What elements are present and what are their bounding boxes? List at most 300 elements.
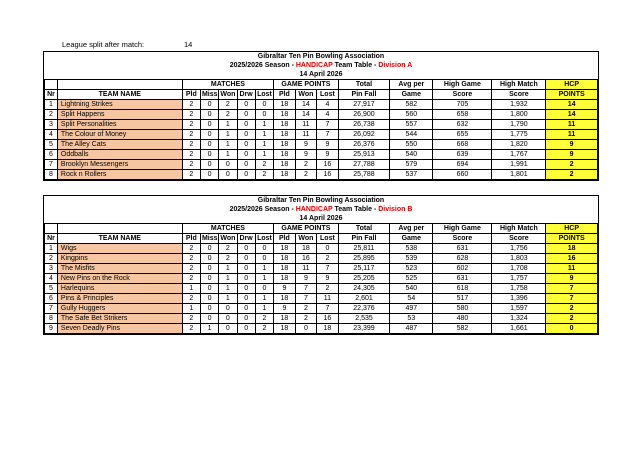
avg-per-game-cell: 544 (390, 130, 433, 140)
matches-lost-cell: 1 (255, 140, 273, 150)
gp-pld-cell: 18 (274, 274, 296, 284)
matches-won-cell: 1 (219, 140, 237, 150)
gp-won-cell: 14 (295, 110, 317, 120)
nr-cell: 5 (45, 284, 58, 294)
table-row (45, 324, 598, 334)
gp-pld-cell: 18 (274, 100, 296, 110)
league-split-value: 14 (184, 40, 193, 49)
total-pin-fall-cell: 26,900 (338, 110, 390, 120)
nr-cell: 1 (45, 100, 58, 110)
matches-pld-cell: 2 (182, 110, 200, 120)
gp-lost-cell: 7 (317, 130, 339, 140)
table-date: 14 April 2026 (299, 71, 343, 78)
team-name-cell: Pins & Principles (57, 294, 182, 304)
high-match-score-cell: 1,803 (492, 254, 546, 264)
matches-drw-cell: 0 (237, 170, 255, 180)
league-split (62, 40, 193, 49)
total-pin-fall-cell: 2,535 (338, 314, 390, 324)
gp-won-cell: 0 (295, 324, 317, 334)
gp-lost-cell: 9 (317, 274, 339, 284)
table-row (45, 314, 598, 324)
gp-lost-cell: 9 (317, 150, 339, 160)
matches-won-cell: 1 (219, 284, 237, 294)
avg-per-game-cell: 537 (390, 170, 433, 180)
matches-miss-cell: 0 (200, 170, 218, 180)
matches-pld-cell: 2 (182, 100, 200, 110)
avg-per-game-cell: 523 (390, 264, 433, 274)
hcp-points-cell: 2 (546, 314, 598, 324)
gp-lost-cell: 4 (317, 110, 339, 120)
hcp-points-cell: 18 (546, 244, 598, 254)
hcp-points-cell: 11 (546, 264, 598, 274)
header-team-name: TEAM NAME (57, 234, 182, 244)
high-game-score-cell: 580 (433, 304, 492, 314)
gp-pld-cell: 18 (274, 324, 296, 334)
gp-lost-cell: 7 (317, 304, 339, 314)
matches-miss-cell: 0 (200, 160, 218, 170)
table-row (45, 294, 598, 304)
matches-won-cell: 1 (219, 120, 237, 130)
division-a-table (43, 51, 599, 181)
hcp-points-cell: 14 (546, 100, 598, 110)
team-name-cell: Seven Deadly Pins (57, 324, 182, 334)
high-match-score-cell: 1,758 (492, 284, 546, 294)
header-nr: Nr (45, 90, 58, 100)
high-game-score-cell: 618 (433, 284, 492, 294)
table-row (45, 160, 598, 170)
gp-pld-cell: 18 (274, 140, 296, 150)
matches-drw-cell: 0 (237, 324, 255, 334)
high-match-score-cell: 1,756 (492, 244, 546, 254)
season-title: 2025/2026 Season - HANDICAP Team Table - Division B (229, 206, 413, 213)
hcp-points-cell: 2 (546, 170, 598, 180)
header-hcp: HCP (546, 80, 598, 90)
matches-pld-cell: 2 (182, 264, 200, 274)
total-pin-fall-cell: 26,738 (338, 120, 390, 130)
team-name-cell: Rock n Rollers (57, 170, 182, 180)
gp-won-cell: 11 (295, 130, 317, 140)
matches-drw-cell: 0 (237, 294, 255, 304)
high-game-score-cell: 602 (433, 264, 492, 274)
high-match-score-cell: 1,757 (492, 274, 546, 284)
matches-lost-cell: 2 (255, 160, 273, 170)
matches-lost-cell: 0 (255, 100, 273, 110)
matches-miss-cell: 0 (200, 294, 218, 304)
high-match-score-cell: 1,767 (492, 150, 546, 160)
gp-won-cell: 7 (295, 284, 317, 294)
matches-pld-cell: 2 (182, 160, 200, 170)
hcp-points-cell: 16 (546, 254, 598, 264)
high-game-score-cell: 668 (433, 140, 492, 150)
matches-drw-cell: 0 (237, 110, 255, 120)
nr-cell: 3 (45, 264, 58, 274)
high-game-score-cell: 694 (433, 160, 492, 170)
gp-won-cell: 18 (295, 244, 317, 254)
avg-per-game-cell: 560 (390, 110, 433, 120)
total-pin-fall-cell: 25,895 (338, 254, 390, 264)
table-row (45, 120, 598, 130)
high-match-score-cell: 1,324 (492, 314, 546, 324)
matches-won-cell: 1 (219, 150, 237, 160)
gp-lost-cell: 4 (317, 100, 339, 110)
gp-pld-cell: 18 (274, 120, 296, 130)
matches-drw-cell: 0 (237, 274, 255, 284)
table-row (45, 304, 598, 314)
matches-won-cell: 1 (219, 130, 237, 140)
division-b-table (43, 195, 599, 335)
table-row (45, 254, 598, 264)
gp-pld-cell: 18 (274, 244, 296, 254)
nr-cell: 3 (45, 120, 58, 130)
header-game-points: GAME POINTS (274, 224, 339, 234)
team-name-cell: Brooklyn Messengers (57, 160, 182, 170)
matches-miss-cell: 0 (200, 314, 218, 324)
matches-won-cell: 2 (219, 244, 237, 254)
total-pin-fall-cell: 22,376 (338, 304, 390, 314)
division-label: Division B (378, 206, 413, 213)
header-team-name: TEAM NAME (57, 90, 182, 100)
nr-cell: 7 (45, 304, 58, 314)
total-pin-fall-cell: 25,205 (338, 274, 390, 284)
avg-per-game-cell: 497 (390, 304, 433, 314)
matches-won-cell: 1 (219, 264, 237, 274)
gp-lost-cell: 2 (317, 254, 339, 264)
gp-lost-cell: 7 (317, 264, 339, 274)
gp-pld-cell: 18 (274, 160, 296, 170)
avg-per-game-cell: 582 (390, 100, 433, 110)
nr-cell: 6 (45, 294, 58, 304)
nr-cell: 8 (45, 170, 58, 180)
header-high-game: High Game (433, 80, 492, 90)
matches-miss-cell: 0 (200, 244, 218, 254)
gp-lost-cell: 0 (317, 244, 339, 254)
matches-drw-cell: 0 (237, 244, 255, 254)
matches-drw-cell: 0 (237, 284, 255, 294)
header-matches: MATCHES (182, 80, 273, 90)
matches-miss-cell: 0 (200, 110, 218, 120)
matches-lost-cell: 1 (255, 150, 273, 160)
gp-pld-cell: 18 (274, 130, 296, 140)
matches-drw-cell: 0 (237, 150, 255, 160)
gp-won-cell: 9 (295, 274, 317, 284)
matches-miss-cell: 0 (200, 130, 218, 140)
team-name-cell: Split Happens (57, 110, 182, 120)
avg-per-game-cell: 54 (390, 294, 433, 304)
matches-pld-cell: 2 (182, 274, 200, 284)
high-match-score-cell: 1,708 (492, 264, 546, 274)
total-pin-fall-cell: 27,788 (338, 160, 390, 170)
matches-won-cell: 0 (219, 324, 237, 334)
hcp-points-cell: 11 (546, 120, 598, 130)
high-match-score-cell: 1,800 (492, 110, 546, 120)
high-game-score-cell: 655 (433, 130, 492, 140)
avg-per-game-cell: 579 (390, 160, 433, 170)
team-name-cell: The Misfits (57, 264, 182, 274)
table-row (45, 264, 598, 274)
matches-lost-cell: 0 (255, 254, 273, 264)
hcp-points-cell: 14 (546, 110, 598, 120)
standings-body (45, 244, 598, 334)
matches-pld-cell: 2 (182, 120, 200, 130)
gp-pld-cell: 9 (274, 304, 296, 314)
matches-won-cell: 1 (219, 274, 237, 284)
team-name-cell: Split Personalities (57, 120, 182, 130)
high-match-score-cell: 1,775 (492, 130, 546, 140)
gp-lost-cell: 16 (317, 314, 339, 324)
matches-miss-cell: 0 (200, 264, 218, 274)
matches-miss-cell: 0 (200, 254, 218, 264)
matches-won-cell: 2 (219, 110, 237, 120)
matches-won-cell: 1 (219, 294, 237, 304)
table-row (45, 170, 598, 180)
matches-lost-cell: 2 (255, 314, 273, 324)
table-row (45, 100, 598, 110)
high-game-score-cell: 517 (433, 294, 492, 304)
avg-per-game-cell: 540 (390, 284, 433, 294)
matches-won-cell: 2 (219, 100, 237, 110)
gp-won-cell: 7 (295, 294, 317, 304)
gp-won-cell: 2 (295, 304, 317, 314)
gp-won-cell: 9 (295, 140, 317, 150)
high-match-score-cell: 1,661 (492, 324, 546, 334)
nr-cell: 2 (45, 254, 58, 264)
matches-miss-cell: 1 (200, 324, 218, 334)
high-game-score-cell: 705 (433, 100, 492, 110)
total-pin-fall-cell: 25,913 (338, 150, 390, 160)
gp-pld-cell: 18 (274, 314, 296, 324)
table-row (45, 150, 598, 160)
matches-won-cell: 0 (219, 160, 237, 170)
matches-pld-cell: 1 (182, 304, 200, 314)
matches-miss-cell: 0 (200, 304, 218, 314)
gp-pld-cell: 18 (274, 110, 296, 120)
matches-miss-cell: 0 (200, 100, 218, 110)
matches-miss-cell: 0 (200, 150, 218, 160)
standings-table: MATCHES GAME POINTS Total Avg per High Game High Match HCP Nr TEAM NAME Pld Miss Won Drw Lost Pld Won Lost Pin Fall Game Score Score POINTS 1 Lightning Strikes 2 0 2 0 0 18 14 4 27,917 582 705 1,932 14 2 Split Happens 2 0 2 0 0 18 14 4 26,900 560 658 1,800 14 3 Split Personalities 2 0 1 0 1 18 11 7 26,738 557 632 1,790 11 4 The Colour of Money 2 0 1 0 1 18 11 7 26,092 544 655 1,775 11 5 The Alley Cats 2 0 1 0 1 18 9 9 26,376 550 668 1,820 9 6 Oddballs 2 0 1 0 1 18 9 9 25,913 540 639 1,767 9 7 Brooklyn Messengers 2 0 0 0 2 18 2 16 27,788 579 694 1,991 2 8 Rock n Rollers 2 0 0 0 2 18 2 16 25,788 537 660 1,801 2 (44, 79, 598, 180)
matches-lost-cell: 1 (255, 274, 273, 284)
matches-miss-cell: 0 (200, 274, 218, 284)
high-game-score-cell: 658 (433, 110, 492, 120)
hcp-points-cell: 0 (546, 324, 598, 334)
table-row (45, 274, 598, 284)
hcp-points-cell: 2 (546, 304, 598, 314)
high-game-score-cell: 632 (433, 120, 492, 130)
matches-lost-cell: 0 (255, 284, 273, 294)
team-name-cell: Oddballs (57, 150, 182, 160)
total-pin-fall-cell: 26,092 (338, 130, 390, 140)
high-game-score-cell: 631 (433, 274, 492, 284)
gp-won-cell: 16 (295, 254, 317, 264)
team-name-cell: Kingpins (57, 254, 182, 264)
high-game-score-cell: 628 (433, 254, 492, 264)
header-total: Total (338, 80, 390, 90)
total-pin-fall-cell: 25,811 (338, 244, 390, 254)
matches-pld-cell: 2 (182, 150, 200, 160)
header-total: Total (338, 224, 390, 234)
nr-cell: 4 (45, 274, 58, 284)
team-name-cell: The Safe Bet Strikers (57, 314, 182, 324)
table-row (45, 130, 598, 140)
avg-per-game-cell: 550 (390, 140, 433, 150)
table-row (45, 140, 598, 150)
header-nr: Nr (45, 234, 58, 244)
avg-per-game-cell: 538 (390, 244, 433, 254)
matches-pld-cell: 2 (182, 130, 200, 140)
team-name-cell: Lightning Strikes (57, 100, 182, 110)
matches-won-cell: 0 (219, 314, 237, 324)
matches-pld-cell: 2 (182, 254, 200, 264)
gp-won-cell: 14 (295, 100, 317, 110)
matches-lost-cell: 2 (255, 170, 273, 180)
hcp-points-cell: 9 (546, 150, 598, 160)
header-high-game: High Game (433, 224, 492, 234)
matches-won-cell: 0 (219, 170, 237, 180)
header-high-match: High Match (492, 80, 546, 90)
team-name-cell: The Alley Cats (57, 140, 182, 150)
nr-cell: 4 (45, 130, 58, 140)
header-game-points: GAME POINTS (274, 80, 339, 90)
total-pin-fall-cell: 25,788 (338, 170, 390, 180)
matches-lost-cell: 1 (255, 120, 273, 130)
gp-pld-cell: 18 (274, 170, 296, 180)
hcp-points-cell: 7 (546, 294, 598, 304)
gp-pld-cell: 18 (274, 150, 296, 160)
matches-pld-cell: 2 (182, 170, 200, 180)
table-row (45, 244, 598, 254)
gp-won-cell: 2 (295, 170, 317, 180)
header-matches: MATCHES (182, 224, 273, 234)
matches-won-cell: 0 (219, 304, 237, 314)
header-avg-per: Avg per (390, 224, 433, 234)
matches-pld-cell: 2 (182, 314, 200, 324)
high-match-score-cell: 1,820 (492, 140, 546, 150)
matches-lost-cell: 1 (255, 304, 273, 314)
avg-per-game-cell: 540 (390, 150, 433, 160)
matches-miss-cell: 0 (200, 140, 218, 150)
hcp-points-cell: 2 (546, 160, 598, 170)
nr-cell: 8 (45, 314, 58, 324)
high-match-score-cell: 1,991 (492, 160, 546, 170)
nr-cell: 1 (45, 244, 58, 254)
association-title: Gibraltar Ten Pin Bowling Association (257, 197, 385, 204)
matches-lost-cell: 0 (255, 244, 273, 254)
gp-won-cell: 11 (295, 264, 317, 274)
high-game-score-cell: 582 (433, 324, 492, 334)
gp-pld-cell: 18 (274, 254, 296, 264)
gp-won-cell: 2 (295, 160, 317, 170)
matches-drw-cell: 0 (237, 120, 255, 130)
high-game-score-cell: 639 (433, 150, 492, 160)
gp-lost-cell: 2 (317, 284, 339, 294)
table-row (45, 110, 598, 120)
matches-drw-cell: 0 (237, 140, 255, 150)
matches-drw-cell: 0 (237, 264, 255, 274)
association-title: Gibraltar Ten Pin Bowling Association (257, 53, 385, 60)
gp-won-cell: 11 (295, 120, 317, 130)
team-name-cell: New Pins on the Rock (57, 274, 182, 284)
matches-drw-cell: 0 (237, 130, 255, 140)
matches-drw-cell: 0 (237, 254, 255, 264)
total-pin-fall-cell: 2,601 (338, 294, 390, 304)
gp-lost-cell: 16 (317, 160, 339, 170)
avg-per-game-cell: 525 (390, 274, 433, 284)
matches-lost-cell: 1 (255, 130, 273, 140)
avg-per-game-cell: 539 (390, 254, 433, 264)
total-pin-fall-cell: 24,305 (338, 284, 390, 294)
avg-per-game-cell: 53 (390, 314, 433, 324)
gp-lost-cell: 18 (317, 324, 339, 334)
hcp-points-cell: 11 (546, 130, 598, 140)
high-match-score-cell: 1,396 (492, 294, 546, 304)
table-row (45, 284, 598, 294)
gp-won-cell: 9 (295, 150, 317, 160)
team-name-cell: Wigs (57, 244, 182, 254)
matches-drw-cell: 0 (237, 314, 255, 324)
gp-won-cell: 2 (295, 314, 317, 324)
team-name-cell: Harlequins (57, 284, 182, 294)
matches-drw-cell: 0 (237, 160, 255, 170)
high-game-score-cell: 660 (433, 170, 492, 180)
standings-table: MATCHES GAME POINTS Total Avg per High Game High Match HCP Nr TEAM NAME Pld Miss Won Drw Lost Pld Won Lost Pin Fall Game Score Score POINTS 1 Wigs 2 0 2 0 0 18 18 0 25,811 538 631 1,756 18 2 Kingpins 2 0 2 0 0 18 16 2 25,895 539 628 1,803 16 3 The Misfits 2 0 1 0 1 18 11 7 25,117 523 602 1,708 11 4 New Pins on the Rock 2 0 1 0 1 18 9 9 25,205 525 631 1,757 9 5 Harlequins 1 0 1 0 0 9 7 2 24,305 540 618 1,758 7 6 Pins & Principles 2 0 1 0 1 18 7 11 2,601 54 517 1,396 7 7 Gully Huggers 1 0 0 0 1 9 2 7 22,376 497 580 1,597 2 8 The Safe Bet Strikers 2 0 0 0 2 18 2 16 2,535 53 480 1,324 2 9 Seven Deadly Pins 2 1 0 0 2 18 0 18 23,399 487 582 1,661 0 (44, 223, 598, 334)
header-avg-per: Avg per (390, 80, 433, 90)
total-pin-fall-cell: 26,376 (338, 140, 390, 150)
nr-cell: 2 (45, 110, 58, 120)
hcp-points-cell: 9 (546, 140, 598, 150)
team-name-cell: The Colour of Money (57, 130, 182, 140)
matches-miss-cell: 0 (200, 120, 218, 130)
team-name-cell: Gully Huggers (57, 304, 182, 314)
high-match-score-cell: 1,801 (492, 170, 546, 180)
table-date: 14 April 2026 (299, 215, 343, 222)
matches-pld-cell: 2 (182, 294, 200, 304)
avg-per-game-cell: 557 (390, 120, 433, 130)
matches-drw-cell: 0 (237, 100, 255, 110)
nr-cell: 9 (45, 324, 58, 334)
matches-lost-cell: 2 (255, 324, 273, 334)
hcp-points-cell: 9 (546, 274, 598, 284)
total-pin-fall-cell: 27,917 (338, 100, 390, 110)
high-match-score-cell: 1,932 (492, 100, 546, 110)
gp-lost-cell: 11 (317, 294, 339, 304)
total-pin-fall-cell: 25,117 (338, 264, 390, 274)
matches-lost-cell: 1 (255, 264, 273, 274)
gp-pld-cell: 18 (274, 294, 296, 304)
gp-pld-cell: 9 (274, 284, 296, 294)
high-game-score-cell: 631 (433, 244, 492, 254)
gp-lost-cell: 16 (317, 170, 339, 180)
matches-drw-cell: 0 (237, 304, 255, 314)
header-hcp: HCP (546, 224, 598, 234)
hcp-points-cell: 7 (546, 284, 598, 294)
high-match-score-cell: 1,790 (492, 120, 546, 130)
gp-lost-cell: 9 (317, 140, 339, 150)
gp-pld-cell: 18 (274, 264, 296, 274)
high-match-score-cell: 1,597 (492, 304, 546, 314)
header-high-match: High Match (492, 224, 546, 234)
matches-pld-cell: 2 (182, 244, 200, 254)
total-pin-fall-cell: 23,399 (338, 324, 390, 334)
matches-won-cell: 2 (219, 254, 237, 264)
nr-cell: 7 (45, 160, 58, 170)
nr-cell: 6 (45, 150, 58, 160)
gp-lost-cell: 7 (317, 120, 339, 130)
avg-per-game-cell: 487 (390, 324, 433, 334)
league-split-label: League split after match: (62, 40, 145, 49)
high-game-score-cell: 480 (433, 314, 492, 324)
season-title: 2025/2026 Season - HANDICAP Team Table - Division A (229, 62, 413, 69)
standings-body (45, 100, 598, 180)
division-label: Division A (378, 62, 413, 69)
